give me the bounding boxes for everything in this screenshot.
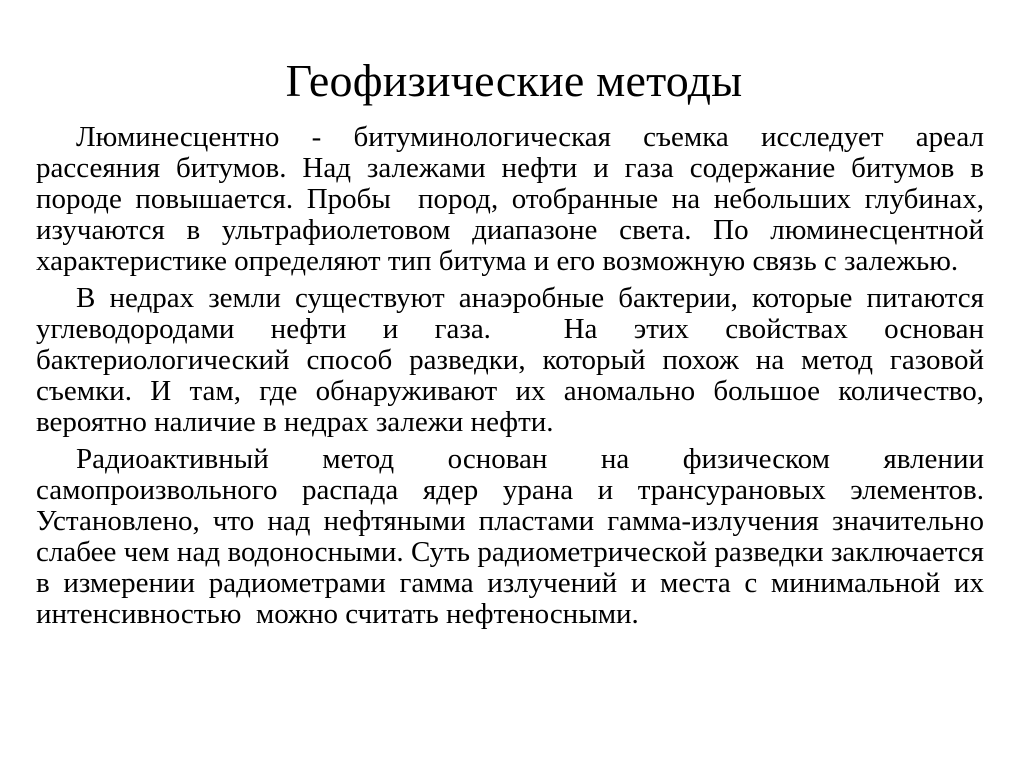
slide-body — [36, 121, 992, 630]
paragraph-radioactive: Радиоактивный метод основан на физическом явлении самопроизвольного распада ядер урана и трансурановых элементов. Установлено, что над нефтяными пластами гамма-излучения значительно слабее чем над водоносными. Суть радиометрической разведки заключается в измерении радиометрами гамма излучений и места с минимальной их интенсивностью можно считать нефтеносными. — [36, 443, 992, 630]
slide-title: Геофизические методы — [285, 55, 743, 106]
paragraph-luminescent: Люминесцентно - битуминологическая съемка исследует ареал рассеяния битумов. Над залежами нефти и газа содержание битумов в породе повышается. Пробы пород, отобранные на небольших глубинах, изучаются в ультрафиолетовом диапазоне света. По люминесцентной характеристике определяют тип битума и его возможную связь с залежью. — [36, 121, 992, 277]
paragraph-bacteriological: В недрах земли существуют анаэробные бактерии, которые питаются углеводородами нефти и газа. На этих свойствах основан бактериологический способ разведки, который похож на метод газовой съемки. И там, где обнаруживают их аномально большое количество, вероятно наличие в недрах залежи нефти. — [36, 282, 992, 438]
